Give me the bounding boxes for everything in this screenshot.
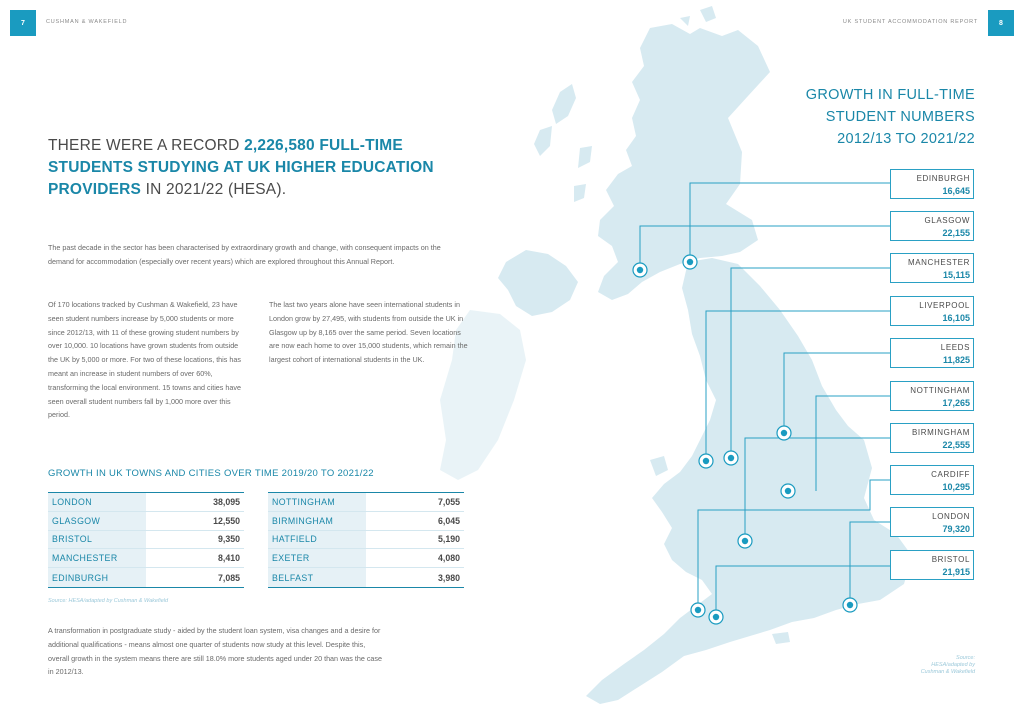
marker-cardiff (691, 603, 705, 617)
callout-cardiff (890, 465, 974, 495)
marker-leeds (777, 426, 791, 440)
growth-table-left (48, 492, 244, 588)
table-row (268, 549, 464, 568)
table-row (48, 512, 244, 531)
table-city: NOTTINGHAM (268, 493, 366, 511)
callout-city: LIVERPOOL (919, 301, 970, 310)
source-right-line2: HESA/adapted by (931, 662, 975, 668)
growth-table-right (268, 492, 464, 588)
table-value: 8,410 (217, 553, 240, 564)
callout-nottingham (890, 381, 974, 411)
table-city: MANCHESTER (48, 549, 146, 567)
table-row (268, 512, 464, 531)
callout-value: 11,825 (942, 355, 970, 365)
callout-city: GLASGOW (924, 216, 970, 225)
table-city: BELFAST (268, 568, 366, 587)
marker-edinburgh (683, 255, 697, 269)
table-city: HATFIELD (268, 531, 366, 549)
headline-part1: THERE WERE A RECORD (48, 137, 245, 154)
table-city: LONDON (48, 493, 146, 511)
callout-city: MANCHESTER (907, 258, 970, 267)
table-value: 5,190 (437, 534, 460, 545)
callout-leeds (890, 338, 974, 368)
callout-value: 15,115 (942, 270, 970, 280)
callout-value: 16,645 (942, 186, 970, 196)
callout-manchester (890, 253, 974, 283)
headline-highlight: 2,226,580 FULL-TIME STUDENTS STUDYING AT UK HIGHER EDUCATION PROVIDERS (48, 137, 434, 198)
marker-birmingham (738, 534, 752, 548)
table-row (268, 531, 464, 550)
table-row (48, 549, 244, 568)
table-city: EXETER (268, 549, 366, 567)
callout-birmingham (890, 423, 974, 453)
table-city: BIRMINGHAM (268, 512, 366, 530)
callout-city: CARDIFF (931, 470, 970, 479)
table-value: 12,550 (213, 515, 240, 526)
marker-liverpool (699, 454, 713, 468)
headline-part2: IN 2021/22 (HESA). (141, 181, 287, 198)
table-row (48, 531, 244, 550)
body-column-2: The last two years alone have seen international students in London grow by 27,495, with students from outside the UK in Glasgow up by 8,165 over the same period. Seven locations are now each home to over 15,000 students, which remain the largest cohort of international students in the UK. (269, 300, 468, 365)
callout-value: 16,105 (942, 313, 970, 323)
body-column-1: Of 170 locations tracked by Cushman & Wakefield, 23 have seen student numbers increase by 5,000 students or more since 2012/13, with 11 of these growing student numbers by over 10,000. 10 locations have grown students from outside the UK by 5,000 or more. For two of these locations, this has meant an increase in student numbers of over 60%, transforming the local environment. 15 towns and cities have seen overall student numbers fall by 1,000 more over this period. (48, 300, 241, 420)
callout-value: 21,915 (942, 567, 970, 577)
left-page-number: 7 (10, 10, 36, 36)
callout-city: BRISTOL (931, 555, 970, 564)
left-running-head: CUSHMAN & WAKEFIELD (46, 19, 128, 25)
callout-liverpool (890, 296, 974, 326)
callout-value: 22,555 (942, 440, 970, 450)
table-value: 3,980 (437, 572, 460, 583)
callout-city: BIRMINGHAM (912, 428, 970, 437)
table-row (48, 493, 244, 512)
callout-city: NOTTINGHAM (910, 386, 970, 395)
source-right-line1: Source: (956, 655, 975, 661)
table-value: 38,095 (213, 496, 240, 507)
callout-value: 10,295 (942, 482, 970, 492)
table-value: 4,080 (437, 553, 460, 564)
callout-value: 79,320 (942, 524, 970, 534)
table-row (268, 568, 464, 587)
table-city: BRISTOL (48, 531, 146, 549)
callout-london (890, 507, 974, 537)
northern-ireland-shape (498, 250, 578, 316)
callout-value: 17,265 (942, 398, 970, 408)
callout-city: LEEDS (940, 343, 970, 352)
callout-edinburgh (890, 169, 974, 199)
source-right-line3: Cushman & Wakefield (920, 669, 975, 675)
map-title-line1: GROWTH IN FULL-TIME (805, 87, 975, 103)
table-row (268, 493, 464, 512)
source-note-right (895, 655, 975, 676)
right-page-number: 8 (988, 10, 1014, 36)
callout-value: 22,155 (942, 228, 970, 238)
table-city: EDINBURGH (48, 568, 146, 587)
marker-manchester (724, 451, 738, 465)
marker-bristol (709, 610, 723, 624)
table-city: GLASGOW (48, 512, 146, 530)
right-running-head: UK STUDENT ACCOMMODATION REPORT (842, 19, 978, 25)
table-value: 7,055 (437, 496, 460, 507)
marker-london (843, 598, 857, 612)
map-title-line2: STUDENT NUMBERS (825, 109, 975, 125)
england-wales-shape (586, 258, 912, 704)
table-title: GROWTH IN UK TOWNS AND CITIES OVER TIME 2019/20 TO 2021/22 (48, 468, 374, 479)
map-title (735, 84, 975, 150)
table-value: 7,085 (217, 572, 240, 583)
marker-glasgow (633, 263, 647, 277)
table-value: 6,045 (437, 515, 460, 526)
marker-nottingham (781, 484, 795, 498)
hebrides-shape (552, 84, 576, 124)
headline (48, 135, 468, 201)
table-value: 9,350 (217, 534, 240, 545)
callout-bristol (890, 550, 974, 580)
bottom-paragraph: A transformation in postgraduate study - aided by the student loan system, visa changes and a desire for additional qualifications - means almost one quarter of students now study at this level. Despite this, overall growth in the system means there are still 18.0% more students aged under 20 than was the case in 2012/13. (48, 626, 383, 677)
source-note-left: Source: HESA/adapted by Cushman & Wakefield (48, 598, 169, 604)
callout-city: LONDON (932, 512, 970, 521)
intro-paragraph: The past decade in the sector has been characterised by extraordinary growth and change, with consequent impacts on the demand for accommodation (especially over recent years) which are explored throughout this Annual Report. (48, 243, 441, 266)
table-row (48, 568, 244, 587)
callout-city: EDINBURGH (916, 174, 970, 183)
callout-glasgow (890, 211, 974, 241)
map-title-line3: 2012/13 TO 2021/22 (837, 131, 975, 147)
